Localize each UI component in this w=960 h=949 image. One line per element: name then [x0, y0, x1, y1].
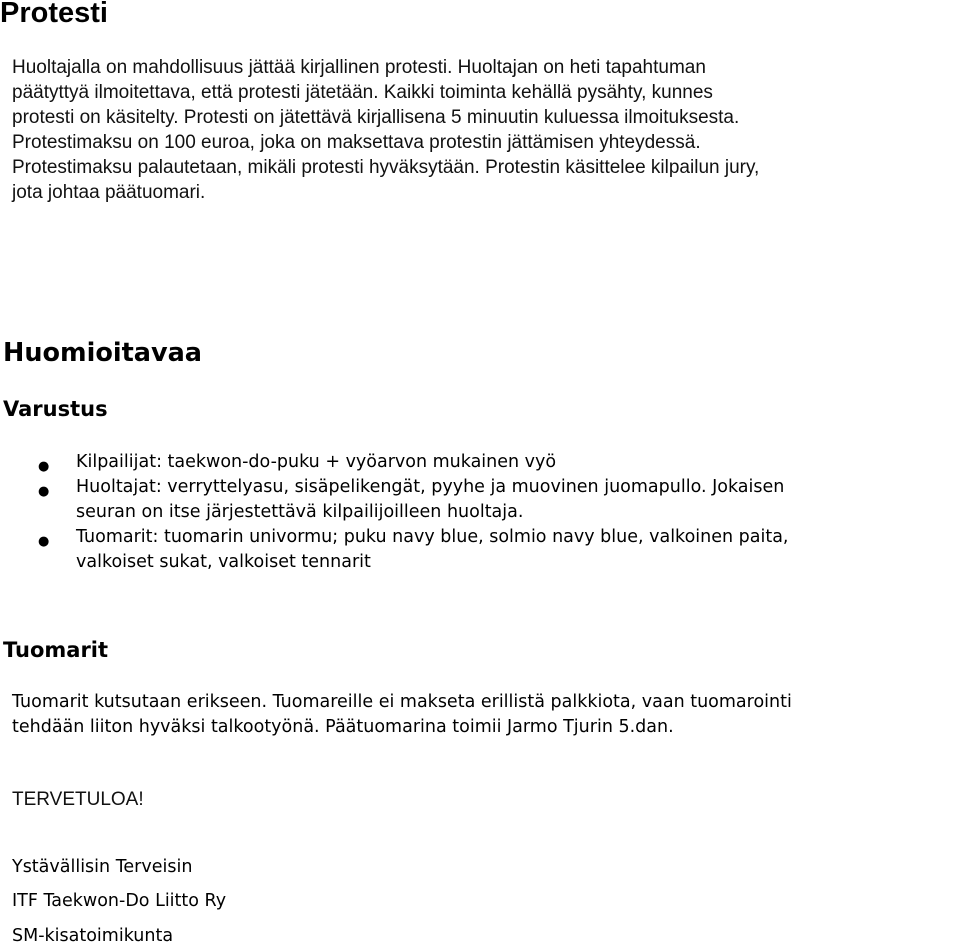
list-item-continuation: valkoiset sukat, valkoiset tennarit — [76, 552, 371, 572]
bullet-icon: ● — [38, 484, 50, 499]
bullet-icon: ● — [38, 534, 50, 549]
protesti-text-line: Protestimaksu on 100 euroa, joka on maksettava protestin jättämisen yhteydessä. — [12, 132, 701, 153]
protesti-text-line: Protestimaksu palautetaan, mikäli protesti hyväksytään. Protestin käsittelee kilpailun jury, — [12, 157, 760, 178]
protesti-text-line: protesti on käsitelty. Protesti on jätettävä kirjallisena 5 minuutin kuluessa ilmoituksesta. — [12, 107, 740, 128]
protesti-text-line: Huoltajalla on mahdollisuus jättää kirjallinen protesti. Huoltajan on heti tapahtuman — [12, 57, 706, 78]
varustus-subheading: Varustus — [3, 397, 108, 421]
committee-name: SM-kisatoimikunta — [12, 926, 174, 946]
tuomarit-text-line: tehdään liiton hyväksi talkootyönä. Päätuomarina toimii Jarmo Tjurin 5.dan. — [12, 717, 674, 737]
huomioitavaa-heading: Huomioitavaa — [3, 338, 203, 368]
list-item: Kilpailijat: taekwon-do-puku + vyöarvon mukainen vyö — [76, 452, 557, 472]
list-item: Tuomarit: tuomarin univormu; puku navy blue, solmio navy blue, valkoinen paita, — [76, 527, 789, 547]
list-item: Huoltajat: verryttelyasu, sisäpelikengät, pyyhe ja muovinen juomapullo. Jokaisen — [76, 477, 785, 497]
organization-name: ITF Taekwon-Do Liitto Ry — [12, 891, 227, 911]
tuomarit-text-line: Tuomarit kutsutaan erikseen. Tuomareille ei makseta erillistä palkkiota, vaan tuomarointi — [12, 692, 792, 712]
greeting-text: Ystävällisin Terveisin — [12, 857, 193, 877]
protesti-heading: Protesti — [0, 0, 108, 29]
protesti-text-line: päätyttyä ilmoitettava, että protesti jätetään. Kaikki toiminta kehällä pysähty, kunnes — [12, 82, 713, 103]
welcome-text: TERVETULOA! — [12, 789, 144, 810]
bullet-icon: ● — [38, 459, 50, 474]
tuomarit-heading: Tuomarit — [3, 638, 109, 662]
list-item-continuation: seuran on itse järjestettävä kilpailijoilleen huoltaja. — [76, 502, 524, 522]
protesti-text-line: jota johtaa päätuomari. — [12, 182, 206, 203]
